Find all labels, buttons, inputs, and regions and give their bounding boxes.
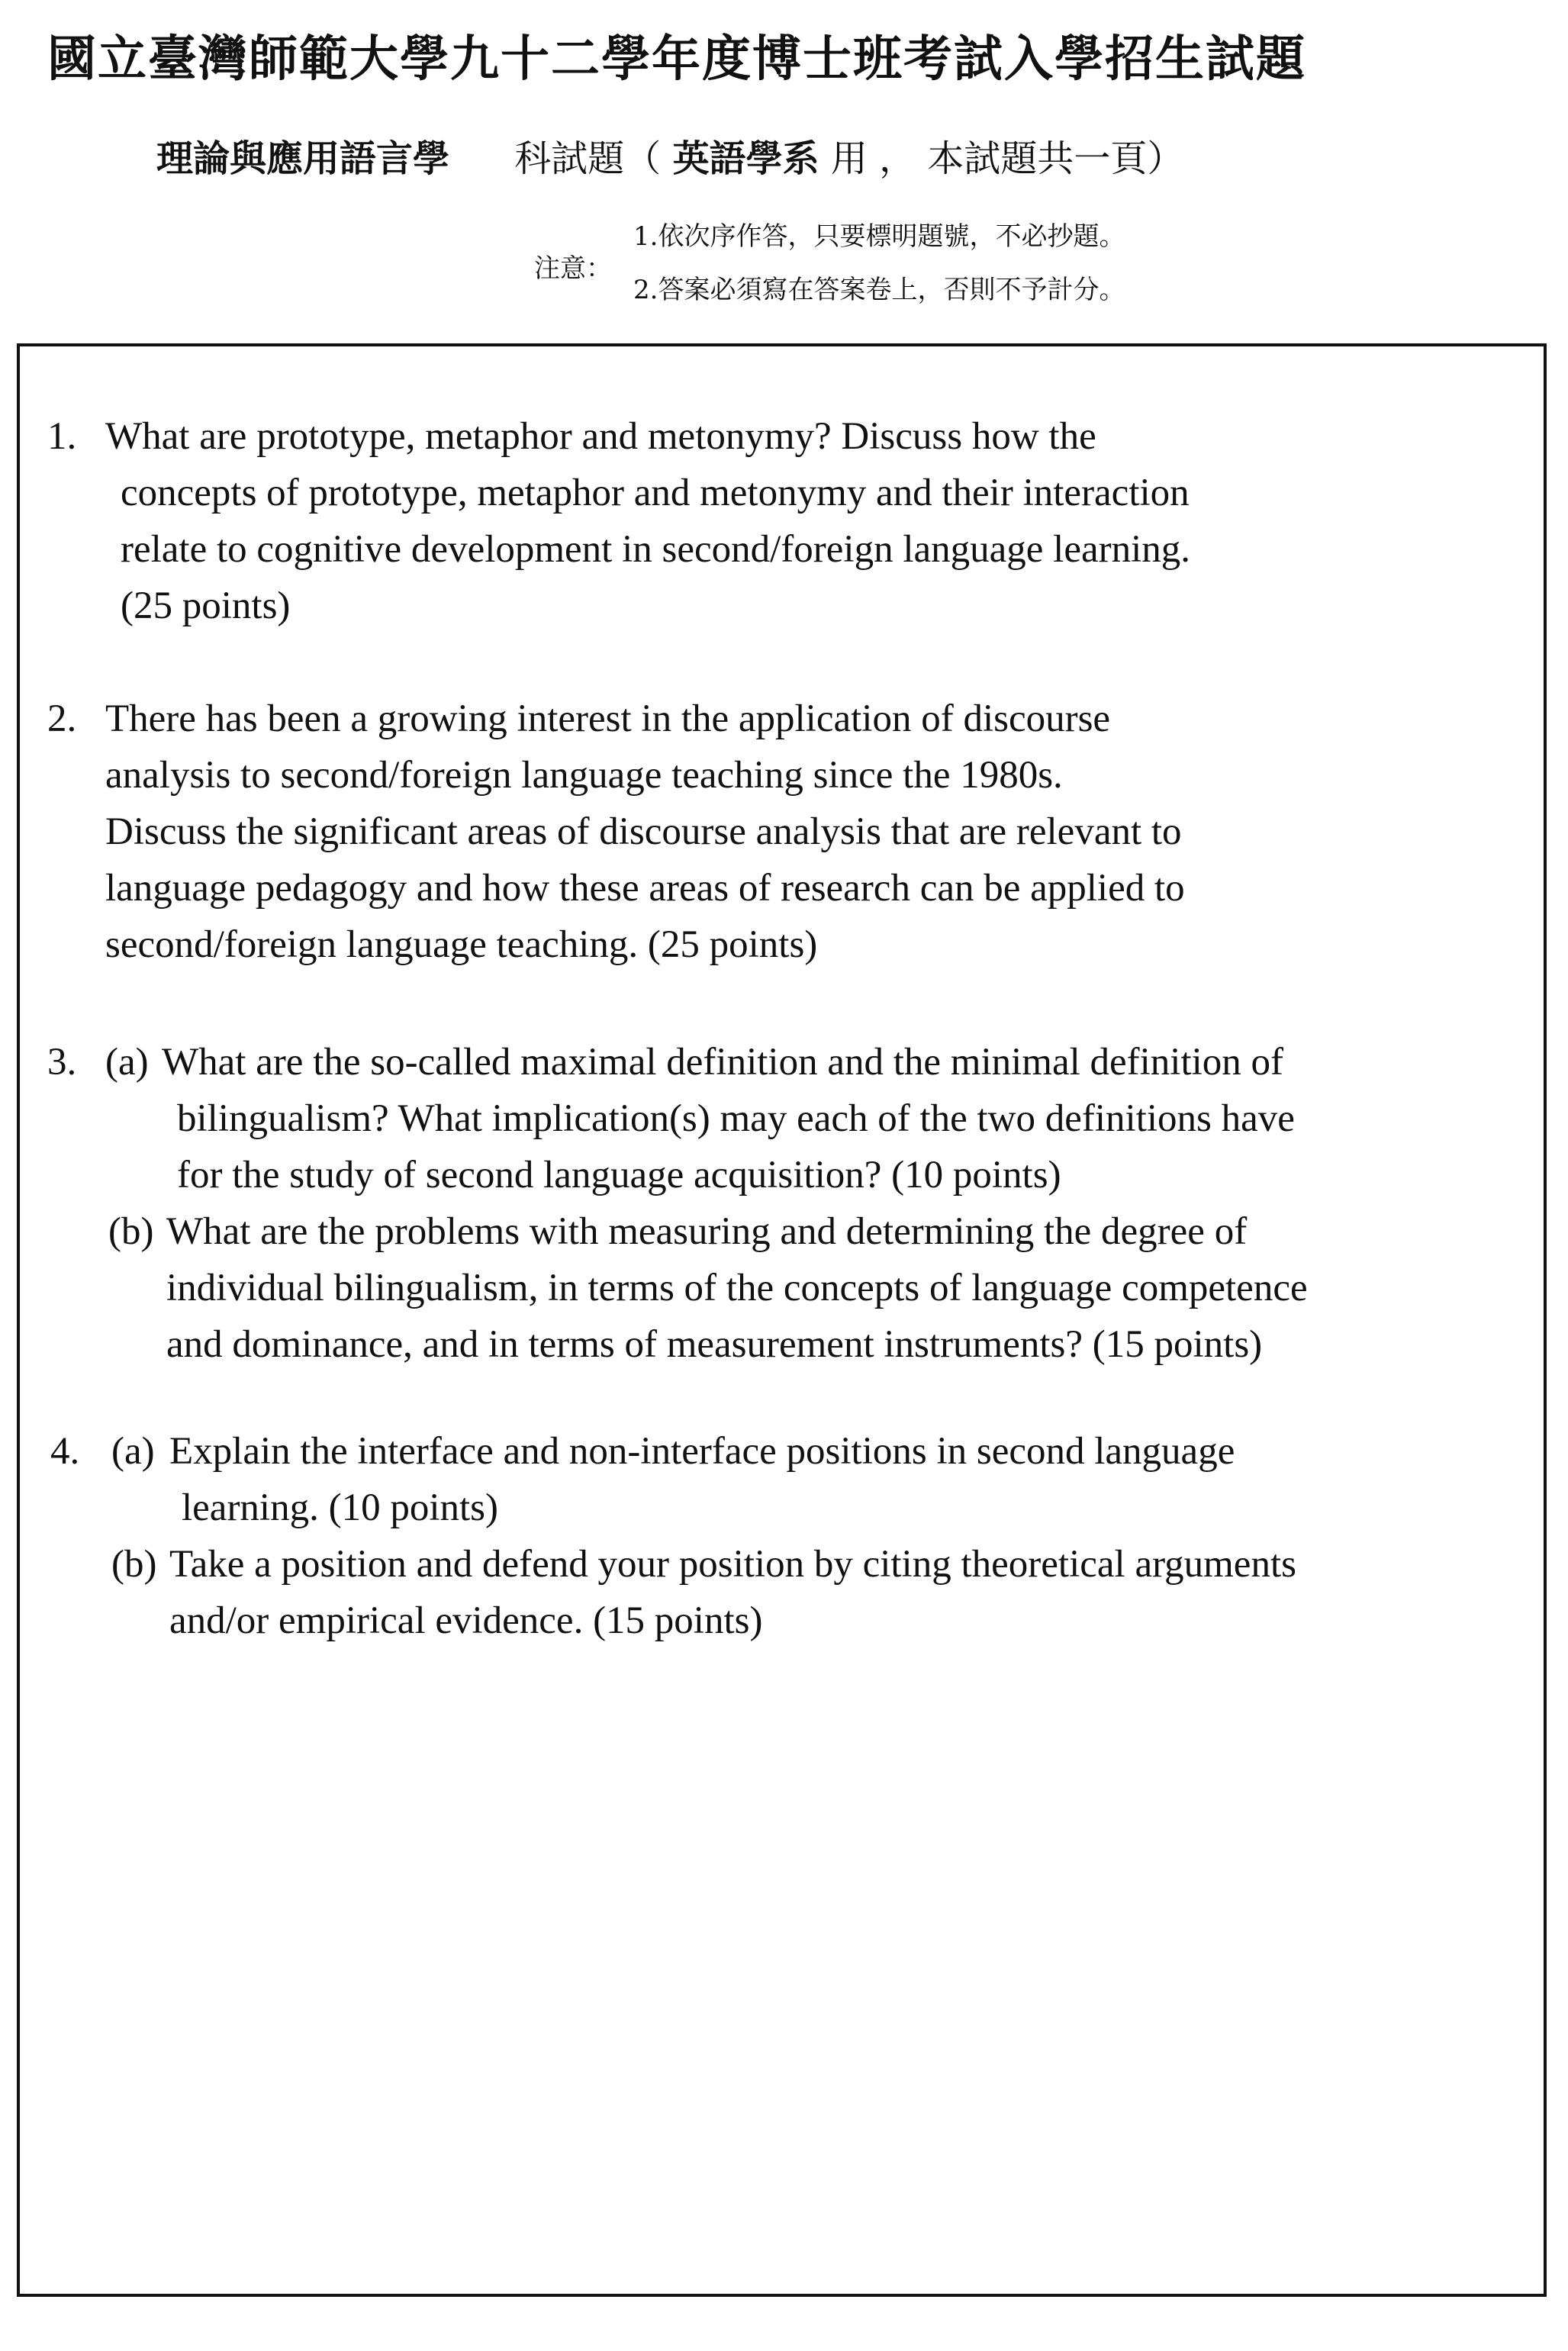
question-line: bilingualism? What implication(s) may each of the two definitions have [177, 1097, 1295, 1140]
question-line: and dominance, and in terms of measurement instruments? (15 points) [166, 1323, 1263, 1366]
question-line: second/foreign language teaching. (25 points) [105, 923, 818, 966]
subquestion-label: (b) [108, 1210, 154, 1253]
note-item: 2.答案必須寫在答案卷上，否則不予計分。 [633, 275, 1125, 305]
question-line: individual bilingualism, in terms of the concepts of language competence [166, 1267, 1308, 1309]
question-number: 3. [47, 1041, 77, 1084]
question-line: (25 points) [121, 585, 291, 627]
question-number: 4. [50, 1430, 80, 1473]
info-suffix: 用 ， 本試題共一頁） [830, 137, 1184, 180]
question-line: Discuss the significant areas of discourse analysis that are relevant to [105, 810, 1182, 853]
subquestion-label: (b) [111, 1543, 157, 1586]
question-line: analysis to second/foreign language teaching since the 1980s. [105, 754, 1063, 797]
question-line: language pedagogy and how these areas of research can be applied to [105, 867, 1185, 910]
notes-label: 注意： [534, 253, 612, 284]
question-line: for the study of second language acquisition? (10 points) [177, 1154, 1061, 1196]
note-item: 1.依次序作答，只要標明題號，不必抄題。 [633, 221, 1125, 252]
question-line: relate to cognitive development in second/foreign language learning. [121, 528, 1191, 571]
department-name: 英語學系 [672, 137, 819, 180]
question-line: and/or empirical evidence. (15 points) [169, 1599, 763, 1642]
question-line: concepts of prototype, metaphor and metonymy and their interaction [121, 472, 1190, 514]
question-line: Take a position and defend your position by citing theoretical arguments [169, 1543, 1296, 1586]
question-line: learning. (10 points) [182, 1486, 498, 1529]
question-line: Explain the interface and non-interface positions in second language [169, 1430, 1235, 1473]
question-line: What are prototype, metaphor and metonymy? Discuss how the [105, 415, 1096, 458]
subquestion-label: (a) [111, 1430, 155, 1473]
question-line: There has been a growing interest in the application of discourse [105, 697, 1111, 740]
question-line: What are the so-called maximal definition and the minimal definition of [162, 1041, 1284, 1084]
question-number: 1. [47, 415, 77, 458]
exam-subtitle [156, 137, 1183, 182]
info-prefix: 科試題（ [514, 137, 662, 180]
question-line: What are the problems with measuring and determining the degree of [166, 1210, 1248, 1253]
subquestion-label: (a) [105, 1041, 149, 1084]
question-number: 2. [47, 697, 77, 740]
subject-name: 理論與應用語言學 [156, 137, 450, 180]
exam-title: 國立臺灣師範大學九十二學年度博士班考試入學招生試題 [47, 31, 1306, 88]
